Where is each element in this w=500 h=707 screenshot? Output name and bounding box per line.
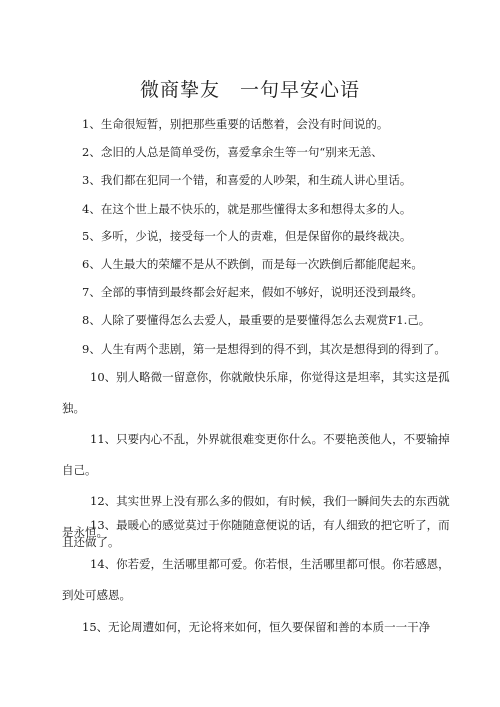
paragraph-10: 10、别人略微一留意你，你就敞快乐扉，你觉得这是坦率，其实这是孤独。 (62, 370, 450, 415)
paragraph-7: 7、全部的事情到最终都会好起来，假如不够好，说明还没到最终。 (82, 285, 423, 299)
paragraph-9: 9、人生有两个悲剧，第一是想得到的得不到，其次是想得到的得到了。 (82, 342, 446, 356)
paragraph-5: 5、多听，少说，接受每一个人的责难，但是保留你的最终裁决。 (82, 229, 412, 243)
paragraph-12: 12、其实世界上没有那么多的假如，有时候，我们一瞬间失去的东西就是永恒。 (62, 494, 450, 539)
paragraph-11: 11、只要内心不乱，外界就很难变更你什么。不要艳羡他人，不要输掉自己。 (62, 432, 450, 477)
paragraph-3: 3、我们都在犯同一个错，和喜爱的人吵架，和生疏人讲心里话。 (82, 173, 412, 187)
paragraph-4: 4、在这个世上最不快乐的，就是那些懂得太多和想得太多的人。 (82, 202, 412, 216)
document-title: 微商挚友 一句早安心语 (139, 79, 360, 101)
paragraph-15: 15、无论周遭如何，无论将来如何，恒久要保留和善的本质一一干净 (82, 620, 431, 634)
paragraph-14: 14、你若爱，生活哪里都可爱。你若恨，生活哪里都可恨。你若感恩，到处可感恩。 (62, 557, 450, 602)
paragraph-1: 1、生命很短暂，别把那些重要的话憋着，会没有时间说的。 (82, 117, 389, 131)
paragraph-2: 2、念旧的人总是简单受伤，喜爱拿余生等一句“别来无恙、 (82, 145, 383, 159)
paragraph-8: 8、人除了要懂得怎么去爱人，最重要的是要懂得怎么去观赏F1.己。 (82, 313, 431, 327)
paragraph-6: 6、人生最大的荣耀不是从不跌倒，而是每一次跌倒后都能爬起来。 (82, 257, 423, 271)
paragraph-13: 13、最暖心的感觉莫过于你随随意便说的话，有人细致的把它听了，而且还做了。 (62, 518, 450, 549)
